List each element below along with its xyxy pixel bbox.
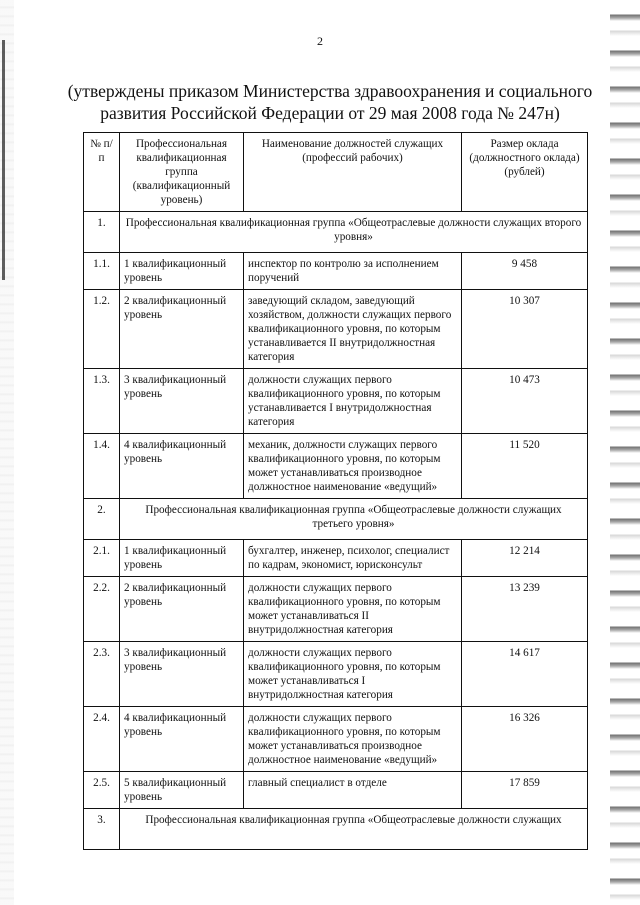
row-positions: должности служащих первого квалификационного уровня, по которым устанавливается I внутридолжностная категория <box>244 369 462 434</box>
row-positions: должности служащих первого квалификационного уровня, по которым может устанавливаться I внутридолжностная категория <box>244 642 462 707</box>
page-number: 2 <box>317 34 323 48</box>
table-row <box>84 434 588 499</box>
row-positions: заведующий складом, заведующий хозяйством, должности служащих первого квалификационного уровня, по которым устанавливается II внутридолжностная категория <box>244 290 462 369</box>
row-amount: 13 239 <box>462 577 588 642</box>
table-header-row <box>84 133 588 212</box>
row-level: 1 квалификационный уровень <box>120 540 244 577</box>
row-level: 4 квалификационный уровень <box>120 707 244 772</box>
row-level: 2 квалификационный уровень <box>120 577 244 642</box>
group-row <box>84 809 588 850</box>
row-amount: 14 617 <box>462 642 588 707</box>
row-amount: 12 214 <box>462 540 588 577</box>
table-row <box>84 577 588 642</box>
scan-edge-right <box>610 0 640 905</box>
row-positions: главный специалист в отделе <box>244 772 462 809</box>
group-row <box>84 212 588 253</box>
table-row <box>84 642 588 707</box>
table-row <box>84 290 588 369</box>
document-heading: (утверждены приказом Министерства здравоохранения и социального развития Российской Федерации от 29 мая 2008 года № 247н) <box>67 81 593 123</box>
row-level: 3 квалификационный уровень <box>120 642 244 707</box>
row-amount: 9 458 <box>462 253 588 290</box>
row-amount: 17 859 <box>462 772 588 809</box>
salary-table <box>83 132 588 850</box>
row-num: 1.1. <box>84 253 120 290</box>
header-num: № п/п <box>84 133 120 212</box>
table-row <box>84 540 588 577</box>
row-level: 5 квалификационный уровень <box>120 772 244 809</box>
row-level: 3 квалификационный уровень <box>120 369 244 434</box>
row-amount: 16 326 <box>462 707 588 772</box>
row-level: 2 квалификационный уровень <box>120 290 244 369</box>
row-positions: должности служащих первого квалификационного уровня, по которым может устанавливаться производное должностное наименование «ведущий» <box>244 707 462 772</box>
group-title: Профессиональная квалификационная группа «Общеотраслевые должности служащих третьего уровня» <box>120 499 588 540</box>
row-positions: бухгалтер, инженер, психолог, специалист по кадрам, экономист, юрисконсульт <box>244 540 462 577</box>
row-num: 2.1. <box>84 540 120 577</box>
group-title: Профессиональная квалификационная группа «Общеотраслевые должности служащих второго уровня» <box>120 212 588 253</box>
header-positions: Наименование должностей служащих (профессий рабочих) <box>244 133 462 212</box>
table-row <box>84 707 588 772</box>
row-positions: инспектор по контролю за исполнением поручений <box>244 253 462 290</box>
header-amount: Размер оклада (должностного оклада) (рублей) <box>462 133 588 212</box>
row-amount: 10 307 <box>462 290 588 369</box>
group-row <box>84 499 588 540</box>
row-num: 1.3. <box>84 369 120 434</box>
row-num: 1.2. <box>84 290 120 369</box>
row-level: 1 квалификационный уровень <box>120 253 244 290</box>
row-positions: механик, должности служащих первого квалификационного уровня, по которым может устанавливаться производное должностное наименование «ведущий» <box>244 434 462 499</box>
row-num: 2.3. <box>84 642 120 707</box>
table-row <box>84 253 588 290</box>
group-num: 1. <box>84 212 120 253</box>
row-amount: 10 473 <box>462 369 588 434</box>
row-num: 2.5. <box>84 772 120 809</box>
group-title: Профессиональная квалификационная группа «Общеотраслевые должности служащих <box>120 809 588 850</box>
row-level: 4 квалификационный уровень <box>120 434 244 499</box>
row-num: 1.4. <box>84 434 120 499</box>
group-num: 2. <box>84 499 120 540</box>
header-group: Профессиональная квалификационная группа (квалификационный уровень) <box>120 133 244 212</box>
table-row <box>84 369 588 434</box>
row-num: 2.4. <box>84 707 120 772</box>
row-num: 2.2. <box>84 577 120 642</box>
scan-edge-left-strip <box>2 40 5 280</box>
row-amount: 11 520 <box>462 434 588 499</box>
table-row <box>84 772 588 809</box>
row-positions: должности служащих первого квалификационного уровня, по которым может устанавливаться II внутридолжностная категория <box>244 577 462 642</box>
group-num: 3. <box>84 809 120 850</box>
